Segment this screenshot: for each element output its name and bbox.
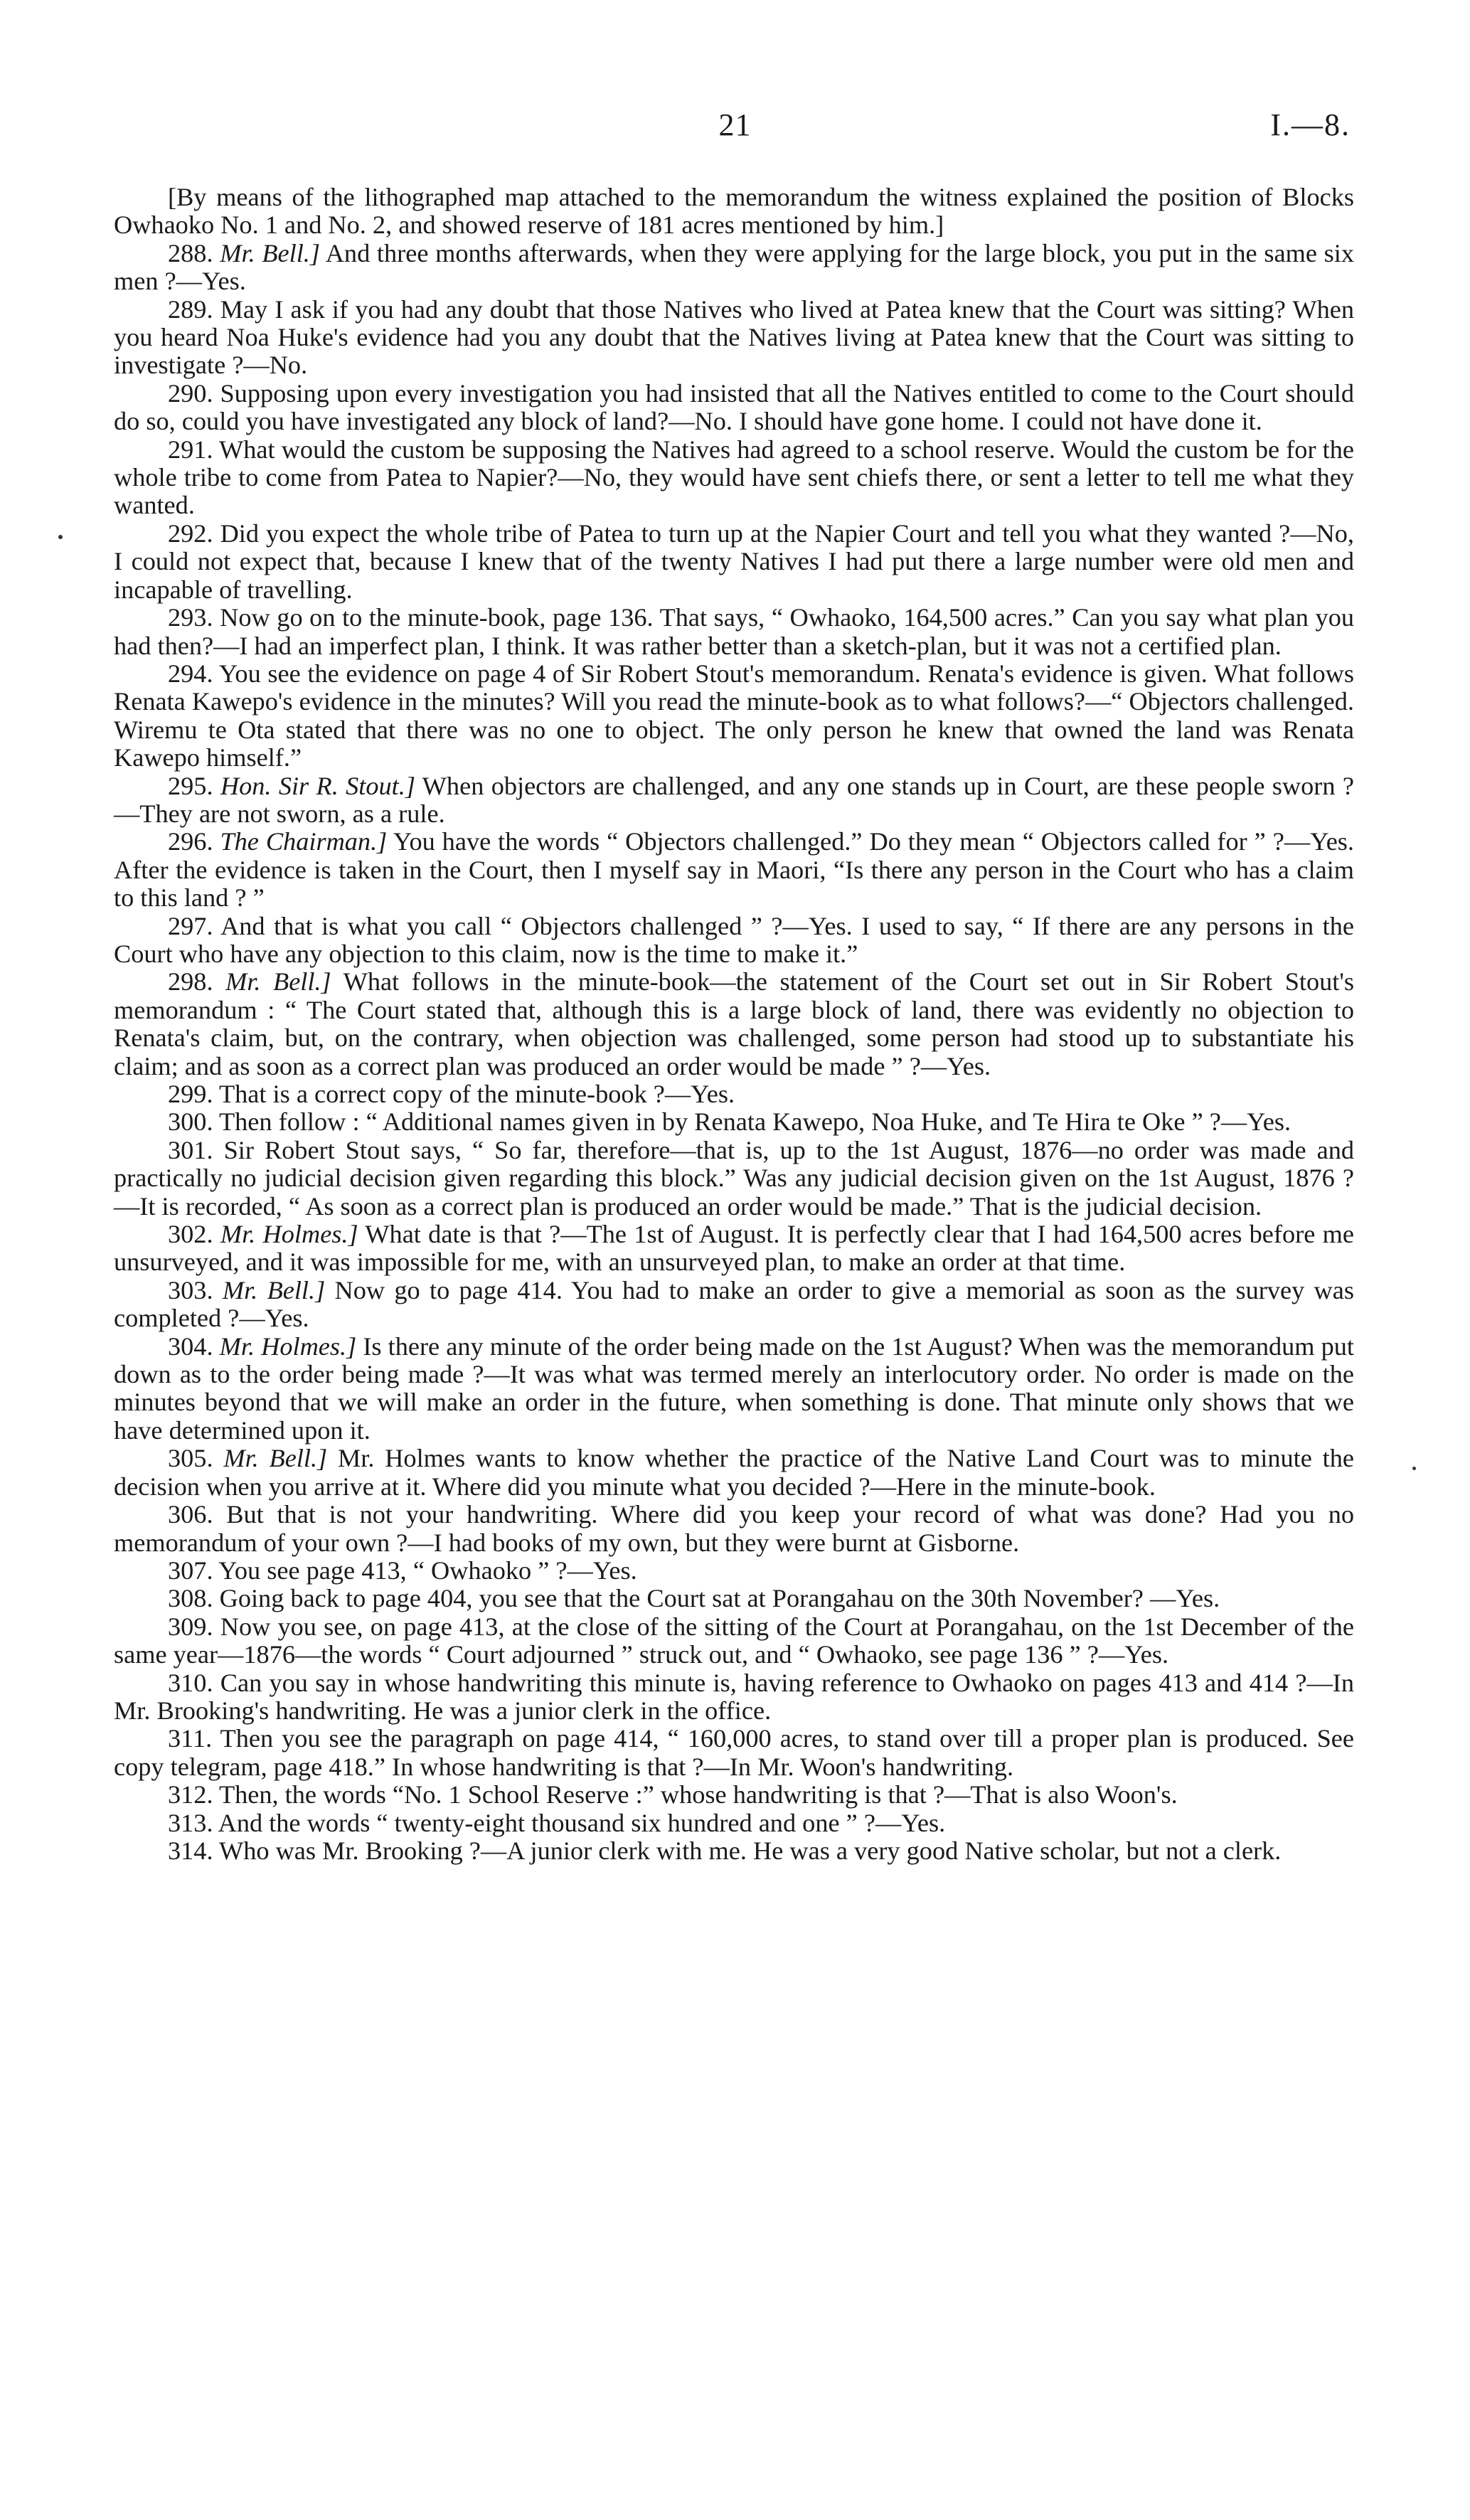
paragraph-text: When objectors are challenged, and any one stands up in Court, are these people sworn ?—They are not sworn, as a rule. [114,771,1354,828]
paragraph-308 [114,1585,1354,1612]
question-number: 297. [168,911,213,940]
paragraph-text: Now go to page 414. You had to make an order to give a memorial as soon as the survey was completed ?—Yes. [114,1275,1354,1333]
paragraph-text: Then follow : “ Additional names given in by Renata Kawepo, Noa Huke, and Te Hira te Oke ” ?—Yes. [218,1107,1291,1137]
testimony-body [114,184,1354,1865]
paragraph-text: Then, the words “No. 1 School Reserve :” whose handwriting is that ?—That is also Woon's. [218,1780,1178,1809]
question-number: 313. [168,1808,213,1837]
paragraph-text: What would the custom be supposing the Natives had agreed to a school reserve. Would the custom be for the whole tribe to come from Patea to Napier?—No, they would have sent chiefs there, or sent a letter to tell me what they wanted. [114,435,1354,520]
paragraph-text: May I ask if you had any doubt that those Natives who lived at Patea knew that the Court was sitting? When you heard Noa Huke's evidence had you any doubt that the Natives living at Patea knew that the Court was sitting to investigate ?—No. [114,294,1355,380]
paragraph-text: You see the evidence on page 4 of Sir Robert Stout's memorandum. Renata's evidence is given. What follows Renata Kawepo's evidence in the minutes? Will you read the minute-book as to what follows?—“ Objectors challenged. Wiremu te Ota stated that there was no one to object. The only person he knew that owned the land was Renata Kawepo himself.” [114,659,1354,772]
paragraph-text: Then you see the paragraph on page 414, “ 160,000 acres, to stand over till a proper plan is produced. See copy telegram, page 418.” In whose handwriting is that ?—In Mr. Woon's handwriting. [114,1724,1355,1781]
paragraph-307 [114,1557,1354,1585]
question-number: 303. [168,1275,213,1304]
paragraph-text: You see page 413, “ Owhaoko ” ?—Yes. [218,1556,637,1585]
paragraph-text: Sir Robert Stout says, “ So far, therefore—that is, up to the 1st August, 1876—no order was made and practically no judicial decision given regarding this block.” Was any judicial decision given on the 1st August, 1876 ?—It is recorded, “ As soon as a correct plan is produced an order would be made.” That is the judicial decision. [114,1135,1355,1221]
paragraph-294 [114,660,1354,772]
speaker-name: Mr. Bell.] [225,967,331,996]
paragraph-text: Now go on to the minute-book, page 136. That says, “ Owhaoko, 164,500 acres.” Can you say what plan you had then?—I had an imperfect plan, I think. It was rather better than a sketch-plan, but it was not a certified plan. [114,603,1354,660]
page-number: 21 [718,107,752,142]
question-number: 312. [168,1780,213,1809]
question-number: 294. [168,659,213,688]
question-number: 307. [168,1556,213,1585]
question-number: 291. [168,435,213,464]
paragraph-text: [By means of the lithographed map attached to the memorandum the witness explained the position of Blocks Owhaoko No. 1 and No. 2, and showed reserve of 181 acres mentioned by him.] [114,183,1354,240]
paragraph-314 [114,1837,1354,1865]
paragraph-text: And three months afterwards, when they were applying for the large block, you put in the same six men ?—Yes. [114,238,1354,296]
question-number: 314. [168,1836,213,1865]
paragraph-311 [114,1725,1354,1781]
question-number: 298. [168,967,213,996]
speaker-name: Mr. Bell.] [222,1275,326,1304]
question-number: 290. [168,378,213,408]
paper-reference: I.—8. [1270,107,1351,142]
paragraph-300 [114,1108,1354,1136]
paragraph-313 [114,1809,1354,1837]
scan-speck-left [58,535,63,539]
question-number: 300. [168,1107,213,1137]
speaker-name: Mr. Holmes.] [219,1331,357,1361]
paragraph-text: And the words “ twenty-eight thousand six hundred and one ” ?—Yes. [218,1808,946,1837]
question-number: 302. [168,1220,213,1249]
paragraph-304 [114,1333,1354,1445]
question-number: 308. [168,1584,213,1613]
question-number: 293. [168,603,213,632]
question-number: 306. [168,1500,213,1529]
paragraph-306 [114,1501,1354,1557]
question-number: 301. [168,1135,213,1164]
paragraph-297 [114,913,1354,969]
question-number: 296. [168,827,213,856]
paragraph-290 [114,380,1354,436]
paragraph-text: Did you expect the whole tribe of Patea to turn up at the Napier Court and tell you what they wanted ?—No, I could not expect that, because I knew that of the twenty Natives I had put there a large number were old men and incapable of travelling. [114,519,1354,604]
paragraph-295 [114,772,1354,829]
speaker-name: Mr. Bell.] [220,238,320,267]
question-number: 310. [168,1668,213,1697]
scan-speck-right [1412,1467,1416,1470]
paragraph-text: And that is what you call “ Objectors challenged ” ?—Yes. I used to say, “ If there are any persons in the Court who have any objection to this claim, now is the time to make it.” [114,911,1354,968]
paragraph-302 [114,1221,1354,1277]
question-number: 292. [168,519,213,548]
paragraph-310 [114,1669,1354,1726]
paragraph-305 [114,1445,1354,1501]
question-number: 299. [168,1080,213,1108]
paragraph-text: Supposing upon every investigation you had insisted that all the Natives entitled to come to the Court should do so, could you have investigated any block of land?—No. I should have gone home. I could not have done it. [114,378,1354,436]
paragraph-288 [114,240,1354,296]
question-number: 311. [168,1724,213,1753]
question-number: 304. [168,1331,213,1361]
question-number: 295. [168,771,213,800]
paragraph-text: Now you see, on page 413, at the close of the sitting of the Court at Porangahau, on the 1st December of the same year—1876—the words “ Court adjourned ” struck out, and “ Owhaoko, see page 136 ” ?—Yes. [114,1612,1354,1669]
paragraph-301 [114,1137,1354,1221]
paragraph-312 [114,1781,1354,1809]
paragraph-text: Going back to page 404, you see that the Court sat at Porangahau on the 30th November? —Yes. [219,1584,1220,1613]
paragraph-309 [114,1613,1354,1669]
paragraph-291 [114,436,1354,520]
paragraph-text: What date is that ?—The 1st of August. It is perfectly clear that I had 164,500 acres before me unsurveyed, and it was impossible for me, with an unsurveyed plan, to make an order at that time. [114,1220,1354,1277]
paragraph-text: You have the words “ Objectors challenged.” Do they mean “ Objectors called for ” ?—Yes. After the evidence is taken in the Court, then I myself say in Maori, “Is there any person in the Court who has a claim to this land ? ” [114,827,1354,913]
paragraph-text: Can you say in whose handwriting this minute is, having reference to Owhaoko on pages 413 and 414 ?—In Mr. Brooking's handwriting. He was a junior clerk in the office. [114,1668,1355,1725]
paragraph-text: Who was Mr. Brooking ?—A junior clerk with me. He was a very good Native scholar, but not a clerk. [218,1836,1282,1865]
paragraph-intro [114,184,1354,240]
paragraph-296 [114,828,1354,912]
question-number: 288. [168,238,213,267]
question-number: 309. [168,1612,213,1641]
paragraph-289 [114,296,1354,380]
paragraph-303 [114,1277,1354,1333]
paragraph-293 [114,604,1354,660]
paragraph-text: That is a correct copy of the minute-book ?—Yes. [218,1080,735,1108]
paragraph-text: Mr. Holmes wants to know whether the practice of the Native Land Court was to minute the decision when you arrive at it. Where did you minute what you decided ?—Here in the minute-book. [114,1444,1355,1501]
paragraph-text: But that is not your handwriting. Where did you keep your record of what was done? Had you no memorandum of your own ?—I had books of my own, but they were burnt at Gisborne. [114,1500,1354,1557]
page-header [0,107,1470,149]
question-number: 305. [168,1444,213,1473]
speaker-name: The Chairman.] [220,827,388,856]
speaker-name: Mr. Holmes.] [220,1220,358,1249]
speaker-name: Mr. Bell.] [223,1444,328,1473]
paragraph-298 [114,968,1354,1080]
speaker-name: Hon. Sir R. Stout.] [220,771,415,800]
paragraph-292 [114,520,1354,604]
paragraph-299 [114,1080,1354,1108]
paragraph-text: Is there any minute of the order being made on the 1st August? When was the memorandum put down as to the order being made ?—It was what was termed merely an interlocutory order. No order is made on the minutes beyond that we will make an order in the future, when something is done. That minute only shows that we have determined upon it. [114,1331,1354,1445]
paragraph-text: What follows in the minute-book—the statement of the Court set out in Sir Robert Stout's memorandum : “ The Court stated that, although this is a large block of land, there was evidently no objection to Renata's claim, but, on the contrary, when objection was challenged, some person had stood up to substantiate his claim; and as soon as a correct plan was produced an order would be made ” ?—Yes. [114,967,1355,1080]
question-number: 289. [168,294,213,324]
